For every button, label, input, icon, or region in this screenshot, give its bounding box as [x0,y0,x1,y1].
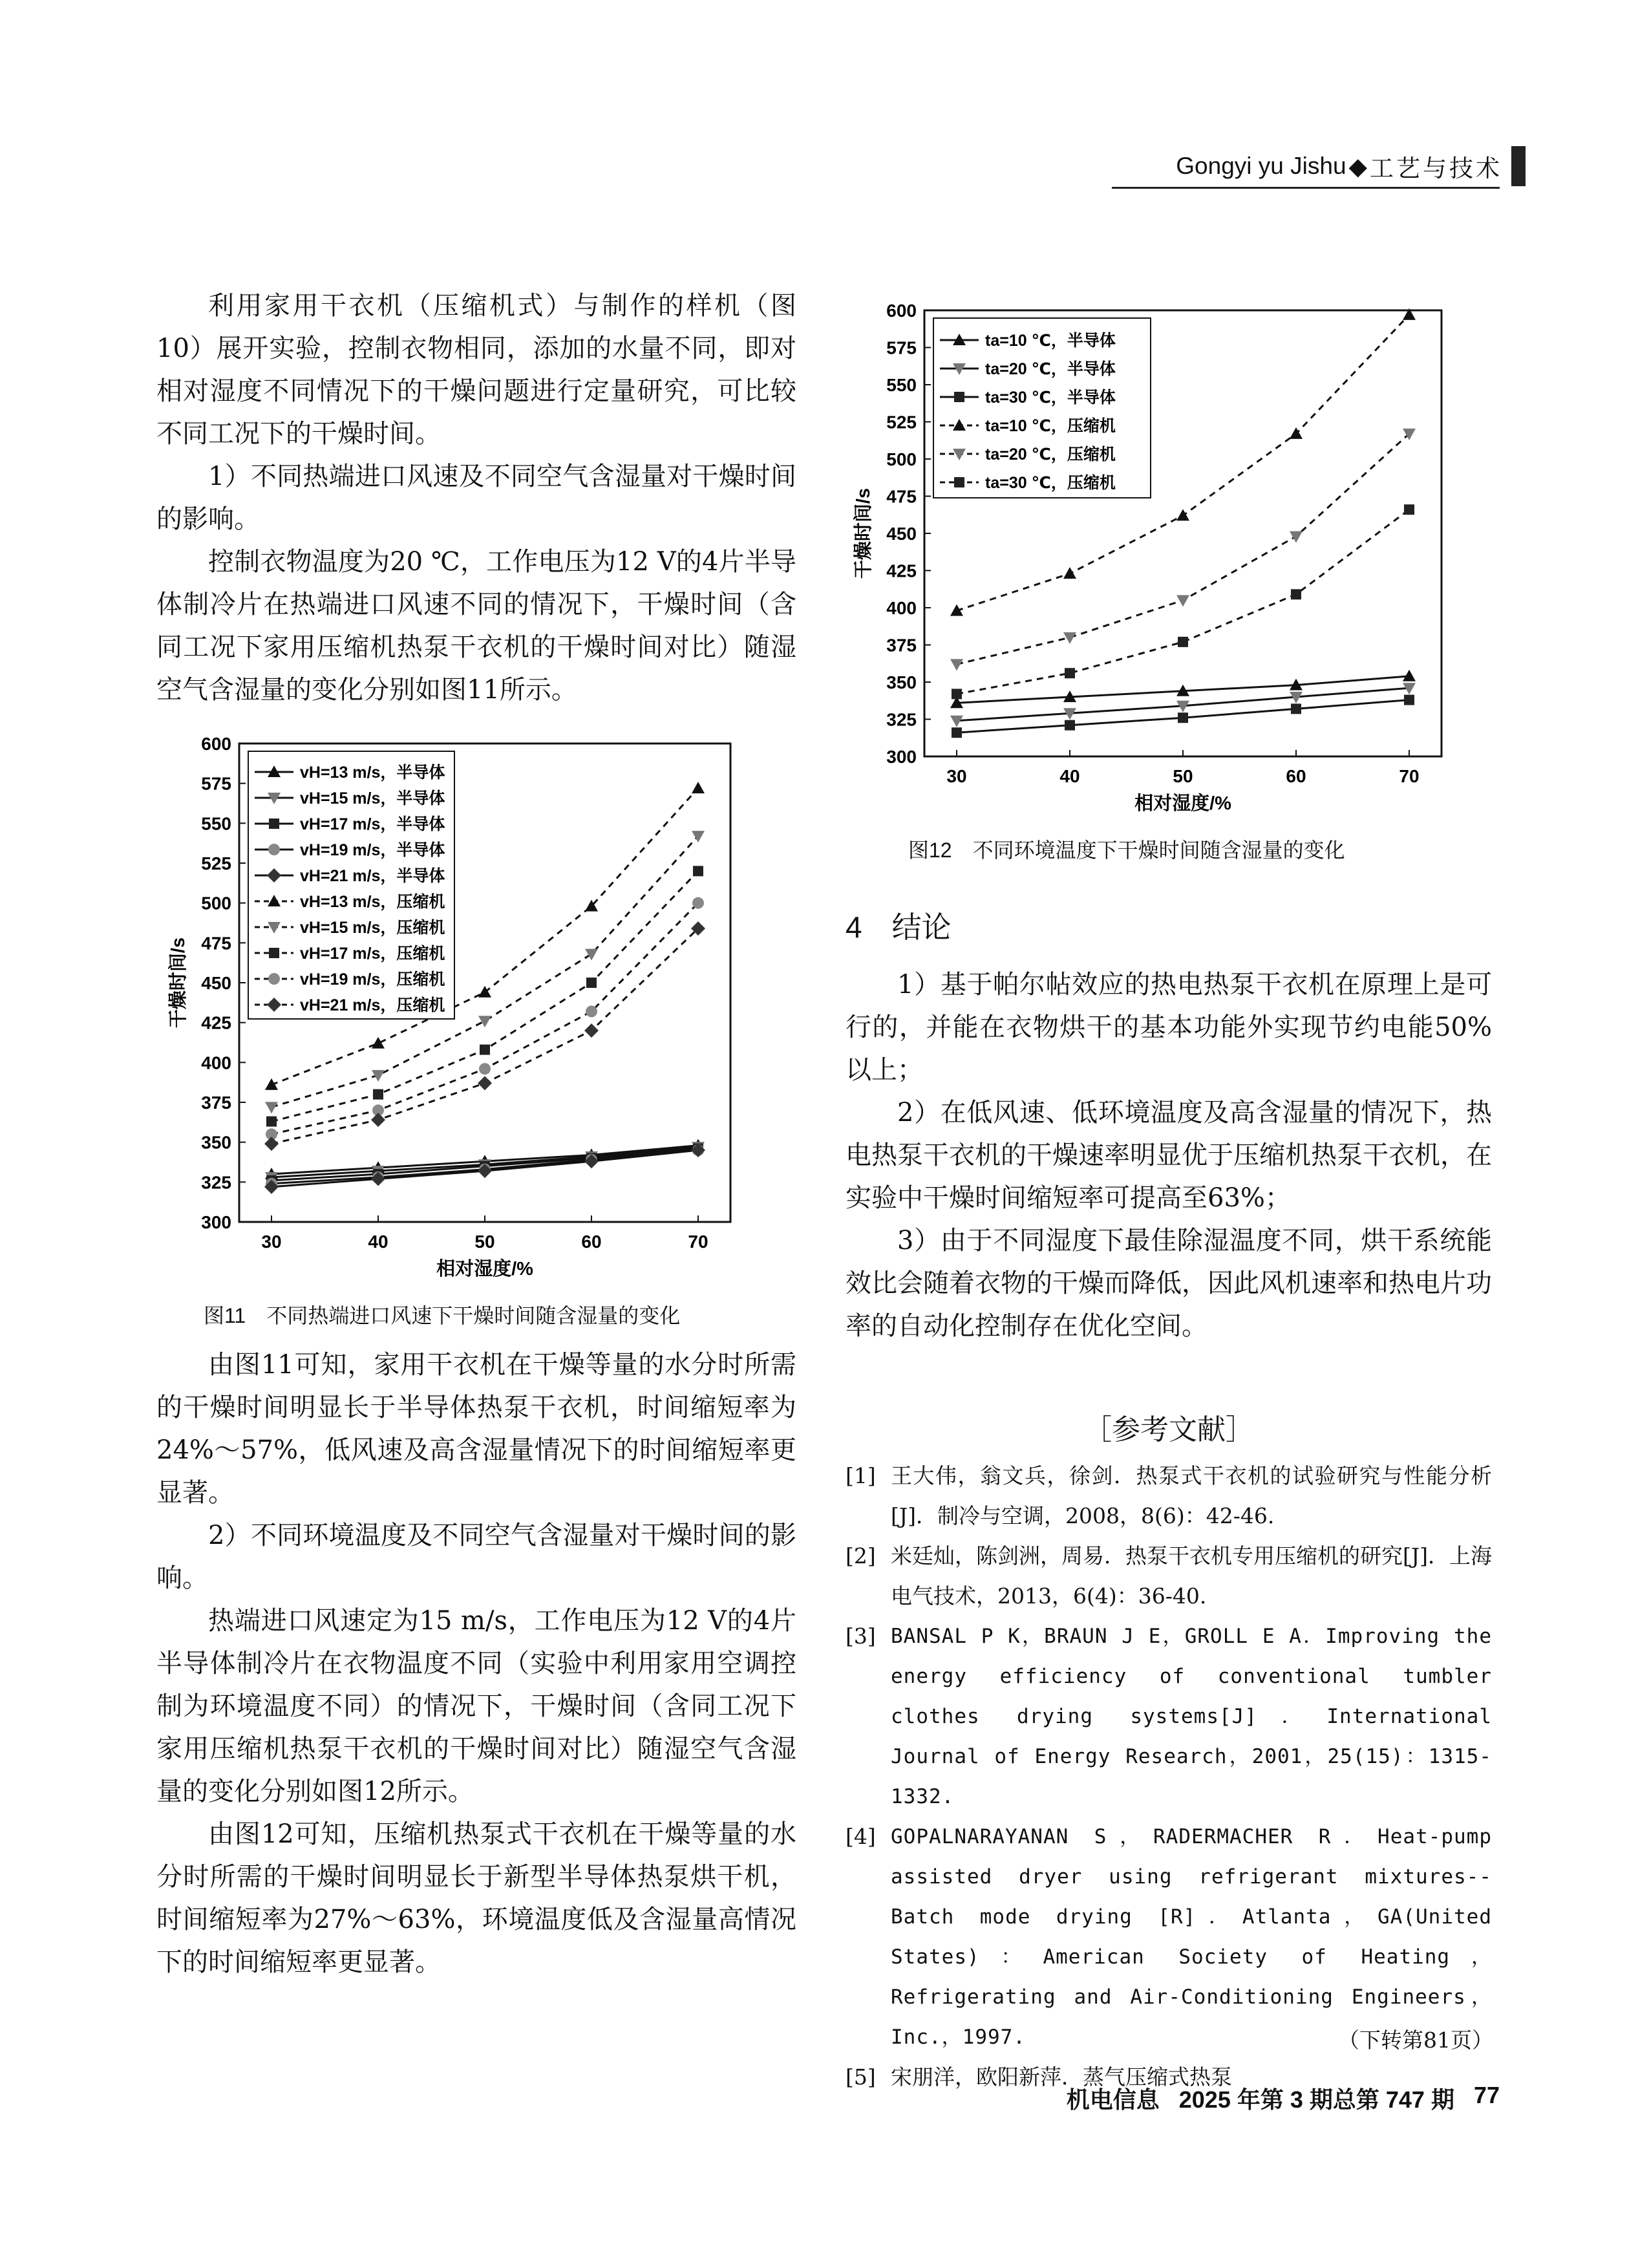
legend-label: vH=19 m/s，半导体 [300,841,445,859]
y-tick-label: 575 [886,337,917,358]
y-axis-label: 干燥时间/s [853,487,874,579]
data-point [1065,720,1075,731]
x-tick-label: 60 [1286,766,1306,786]
data-point [1291,703,1301,714]
footer-journal: 机电信息 [1066,2086,1160,2113]
data-point [479,1063,491,1075]
legend-marker [954,392,964,402]
legend-marker [269,818,279,829]
y-tick-label: 600 [201,734,231,754]
references-heading: ［参考文献］ [1083,1413,1254,1446]
reference-number: [3] [846,1623,876,1649]
data-point [692,782,705,793]
y-tick-label: 475 [201,933,231,954]
legend-label: vH=21 m/s，半导体 [300,867,445,885]
x-tick-label: 50 [474,1232,495,1252]
y-axis-label: 干燥时间/s [168,937,189,1029]
legend-label: ta=10 ℃，半导体 [985,332,1116,350]
x-tick-label: 40 [368,1232,388,1252]
header-bar [1511,146,1526,186]
data-point [692,831,705,842]
reference-text: GOPALNARAYANAN S，RADERMACHER R．Heat-pump assisted dryer using refrigerant mixtures--Batch mode drying [R]．Atlanta，GA(United States)：American Society of Heating，Refrigerating and Air-Conditioning Engineers，Inc.，1997. [891,1825,1492,2049]
header-title: 工艺与技术 [1370,155,1502,182]
reference-item [846,1536,1492,1616]
data-point [952,689,962,699]
legend-label: ta=30 ℃，半导体 [985,389,1116,407]
figure-11-caption: 图11 不同热端进口风速下干燥时间随含湿量的变化 [204,1304,681,1327]
y-tick-label: 400 [886,598,917,618]
y-tick-label: 575 [201,773,231,794]
y-tick-label: 450 [886,524,917,544]
y-tick-label: 425 [886,561,917,581]
legend-label: ta=20 ℃，半导体 [985,360,1116,378]
x-tick-label: 70 [1399,766,1420,786]
y-tick-label: 375 [886,635,917,656]
data-point [266,1117,277,1127]
figure-12-caption: 图12 不同环境温度下干燥时间随含湿量的变化 [908,839,1345,862]
y-tick-label: 425 [201,1012,231,1033]
data-point [1291,589,1301,599]
y-tick-label: 500 [886,449,917,469]
data-point [372,1037,385,1049]
reference-text: 王大伟，翁文兵，徐剑．热泵式干衣机的试验研究与性能分析[J]．制冷与空调，2008，8(6)：42-46. [891,1463,1492,1528]
data-point [1063,567,1076,579]
y-tick-label: 475 [886,486,917,507]
y-tick-label: 325 [886,709,917,730]
paragraph: 由图11可知，家用干衣机在干燥等量的水分时所需的干燥时间明显长于半导体热泵干衣机，时间缩短率为24%～57%，低风速及高含湿量情况下的时间缩短率更显著。 [156,1350,796,1508]
reference-item [846,1817,1492,2057]
data-point [584,1023,599,1038]
reference-text: BANSAL P K，BRAUN J E，GROLL E A．Improving the energy efficiency of conventional tumbler clothes drying systems[J]．International Journal of Energy Research，2001，25(15)：1315-1332. [891,1625,1492,1808]
y-tick-label: 525 [886,412,917,433]
legend-label: vH=15 m/s，压缩机 [300,919,445,937]
reference-number: [2] [846,1543,876,1568]
paragraph: 热端进口风速定为15 m/s，工作电压为12 V的4片半导体制冷片在衣物温度不同（实验中利用家用空调控制为环境温度不同）的情况下，干燥时间（含同工况下家用压缩机热泵干衣机的干燥时间对比）随湿空气含湿量的变化分别如图12所示。 [156,1606,796,1806]
y-tick-label: 600 [886,301,917,321]
section-heading: 4 结论 [846,910,952,944]
y-tick-label: 500 [201,893,231,914]
paragraph: 控制衣物温度为20 ℃，工作电压为12 V的4片半导体制冷片在热端进口风速不同的情况下，干燥时间（含同工况下家用压缩机热泵干衣机的干燥时间对比）随湿空气含湿量的变化分别如图11所示。 [156,547,796,705]
y-tick-label: 300 [201,1212,231,1232]
data-point [478,1016,491,1027]
data-point [1290,531,1303,543]
legend-label: ta=20 ℃，压缩机 [985,445,1116,464]
y-tick-label: 400 [201,1053,231,1073]
figure-12 [853,291,1493,840]
legend-label: vH=17 m/s，半导体 [300,815,445,833]
reference-number: [4] [846,1824,876,1849]
legend-marker [268,844,280,855]
header-rule [1112,187,1500,189]
legend-label: vH=21 m/s，压缩机 [300,996,445,1014]
data-point [586,1005,597,1017]
reference-item [846,1616,1492,1817]
data-point [1404,695,1414,705]
conclusion-body [846,963,1492,1347]
reference-list [846,1456,1492,2097]
data-point [950,659,963,670]
legend-marker [269,948,279,958]
data-point [585,949,598,961]
reference-item [846,1456,1492,1536]
paragraph: 3）由于不同湿度下最佳除湿温度不同，烘干系统能效比会随着衣物的干燥而降低，因此风机速率和热电片功率的自动化控制存在优化空间。 [846,1226,1492,1341]
data-point [480,1045,490,1055]
figure-11-chart [165,731,798,1300]
paragraph: 由图12可知，压缩机热泵式干衣机在干燥等量的水分时所需的干燥时间明显长于新型半导体热泵烘干机，时间缩短率为27%～63%，环境温度低及含湿量高情况下的时间缩短率更显著。 [156,1819,796,1977]
legend-label: vH=15 m/s，半导体 [300,789,445,808]
page-footer [1008,2082,1500,2115]
data-point [586,978,597,988]
y-tick-label: 450 [201,973,231,993]
paragraph: 2）不同环境温度及不同空气含湿量对干燥时间的影响。 [156,1521,796,1593]
data-point [1178,712,1188,723]
data-point [371,1113,385,1127]
legend-label: vH=13 m/s，压缩机 [300,893,445,911]
data-point [265,1102,278,1113]
data-point [1178,637,1188,647]
reference-number: [5] [846,2064,876,2090]
data-point [1063,632,1076,644]
paragraph: 1）基于帕尔帖效应的热电热泵干衣机在原理上是可行的，并能在衣物烘干的基本功能外实现节约电能50%以上； [846,970,1492,1085]
figure-12-chart [853,291,1493,840]
y-tick-label: 550 [886,375,917,395]
data-point [1290,427,1303,439]
x-tick-label: 40 [1059,766,1080,786]
y-tick-label: 350 [201,1132,231,1153]
reference-text: 宋朋洋，欧阳新萍．蒸气压缩式热泵 [891,2064,1232,2090]
data-point [693,866,703,876]
left-column-bottom [156,1343,796,1984]
running-header [1112,144,1526,189]
x-tick-label: 50 [1173,766,1193,786]
header-pinyin: Gongyi yu Jishu [1176,153,1346,179]
left-column-top [156,284,796,711]
data-point [373,1089,383,1100]
data-point [1065,668,1075,678]
paragraph: 利用家用干衣机（压缩机式）与制作的样机（图10）展开实验，控制衣物相同，添加的水量不同，即对相对湿度不同情况下的干燥问题进行定量研究，可比较不同工况下的干燥时间。 [156,291,796,449]
data-point [265,1078,278,1090]
page-number: 77 [1473,2082,1500,2108]
legend-label: ta=10 ℃，压缩机 [985,417,1116,435]
data-point [1176,509,1189,520]
header-diamond-icon: ◆ [1348,153,1367,180]
x-tick-label: 60 [581,1232,602,1252]
legend-label: vH=19 m/s，压缩机 [300,970,445,989]
reference-number: [1] [846,1463,876,1488]
data-point [1403,429,1416,440]
y-tick-label: 350 [886,672,917,692]
data-point [952,727,962,738]
y-tick-label: 375 [201,1093,231,1113]
y-tick-label: 300 [886,747,917,767]
reference-text: 米廷灿，陈剑洲，周易．热泵干衣机专用压缩机的研究[J]．上海电气技术，2013，6(4)：36-40. [891,1543,1492,1609]
data-point [1404,504,1414,515]
data-point [1403,670,1416,681]
x-axis-label: 相对湿度/% [1134,793,1231,814]
x-tick-label: 30 [261,1232,282,1252]
legend-marker [268,973,280,985]
data-point [478,1076,492,1090]
data-point [692,897,704,909]
x-axis-label: 相对湿度/% [436,1259,533,1279]
x-tick-label: 30 [946,766,967,786]
y-tick-label: 325 [201,1172,231,1193]
data-point [264,1137,279,1151]
data-point [1176,595,1189,607]
y-tick-label: 525 [201,853,231,873]
legend-label: vH=13 m/s，半导体 [300,764,445,782]
footer-issue: 2025 年第 3 期总第 747 期 [1178,2086,1454,2113]
paragraph: 1）不同热端进口风速及不同空气含湿量对干燥时间的影响。 [156,462,796,534]
paragraph: 2）在低风速、低环境温度及高含湿量的情况下，热电热泵干衣机的干燥速率明显优于压缩机热泵干衣机，在实验中干燥时间缩短率可提高至63%； [846,1098,1492,1213]
y-tick-label: 550 [201,813,231,834]
legend-label: ta=30 ℃，压缩机 [985,474,1116,492]
legend-marker [954,477,964,487]
x-tick-label: 70 [688,1232,708,1252]
continued-note: （下转第81页） [1338,2027,1493,2053]
figure-11 [165,731,798,1300]
legend-label: vH=17 m/s，压缩机 [300,945,445,963]
